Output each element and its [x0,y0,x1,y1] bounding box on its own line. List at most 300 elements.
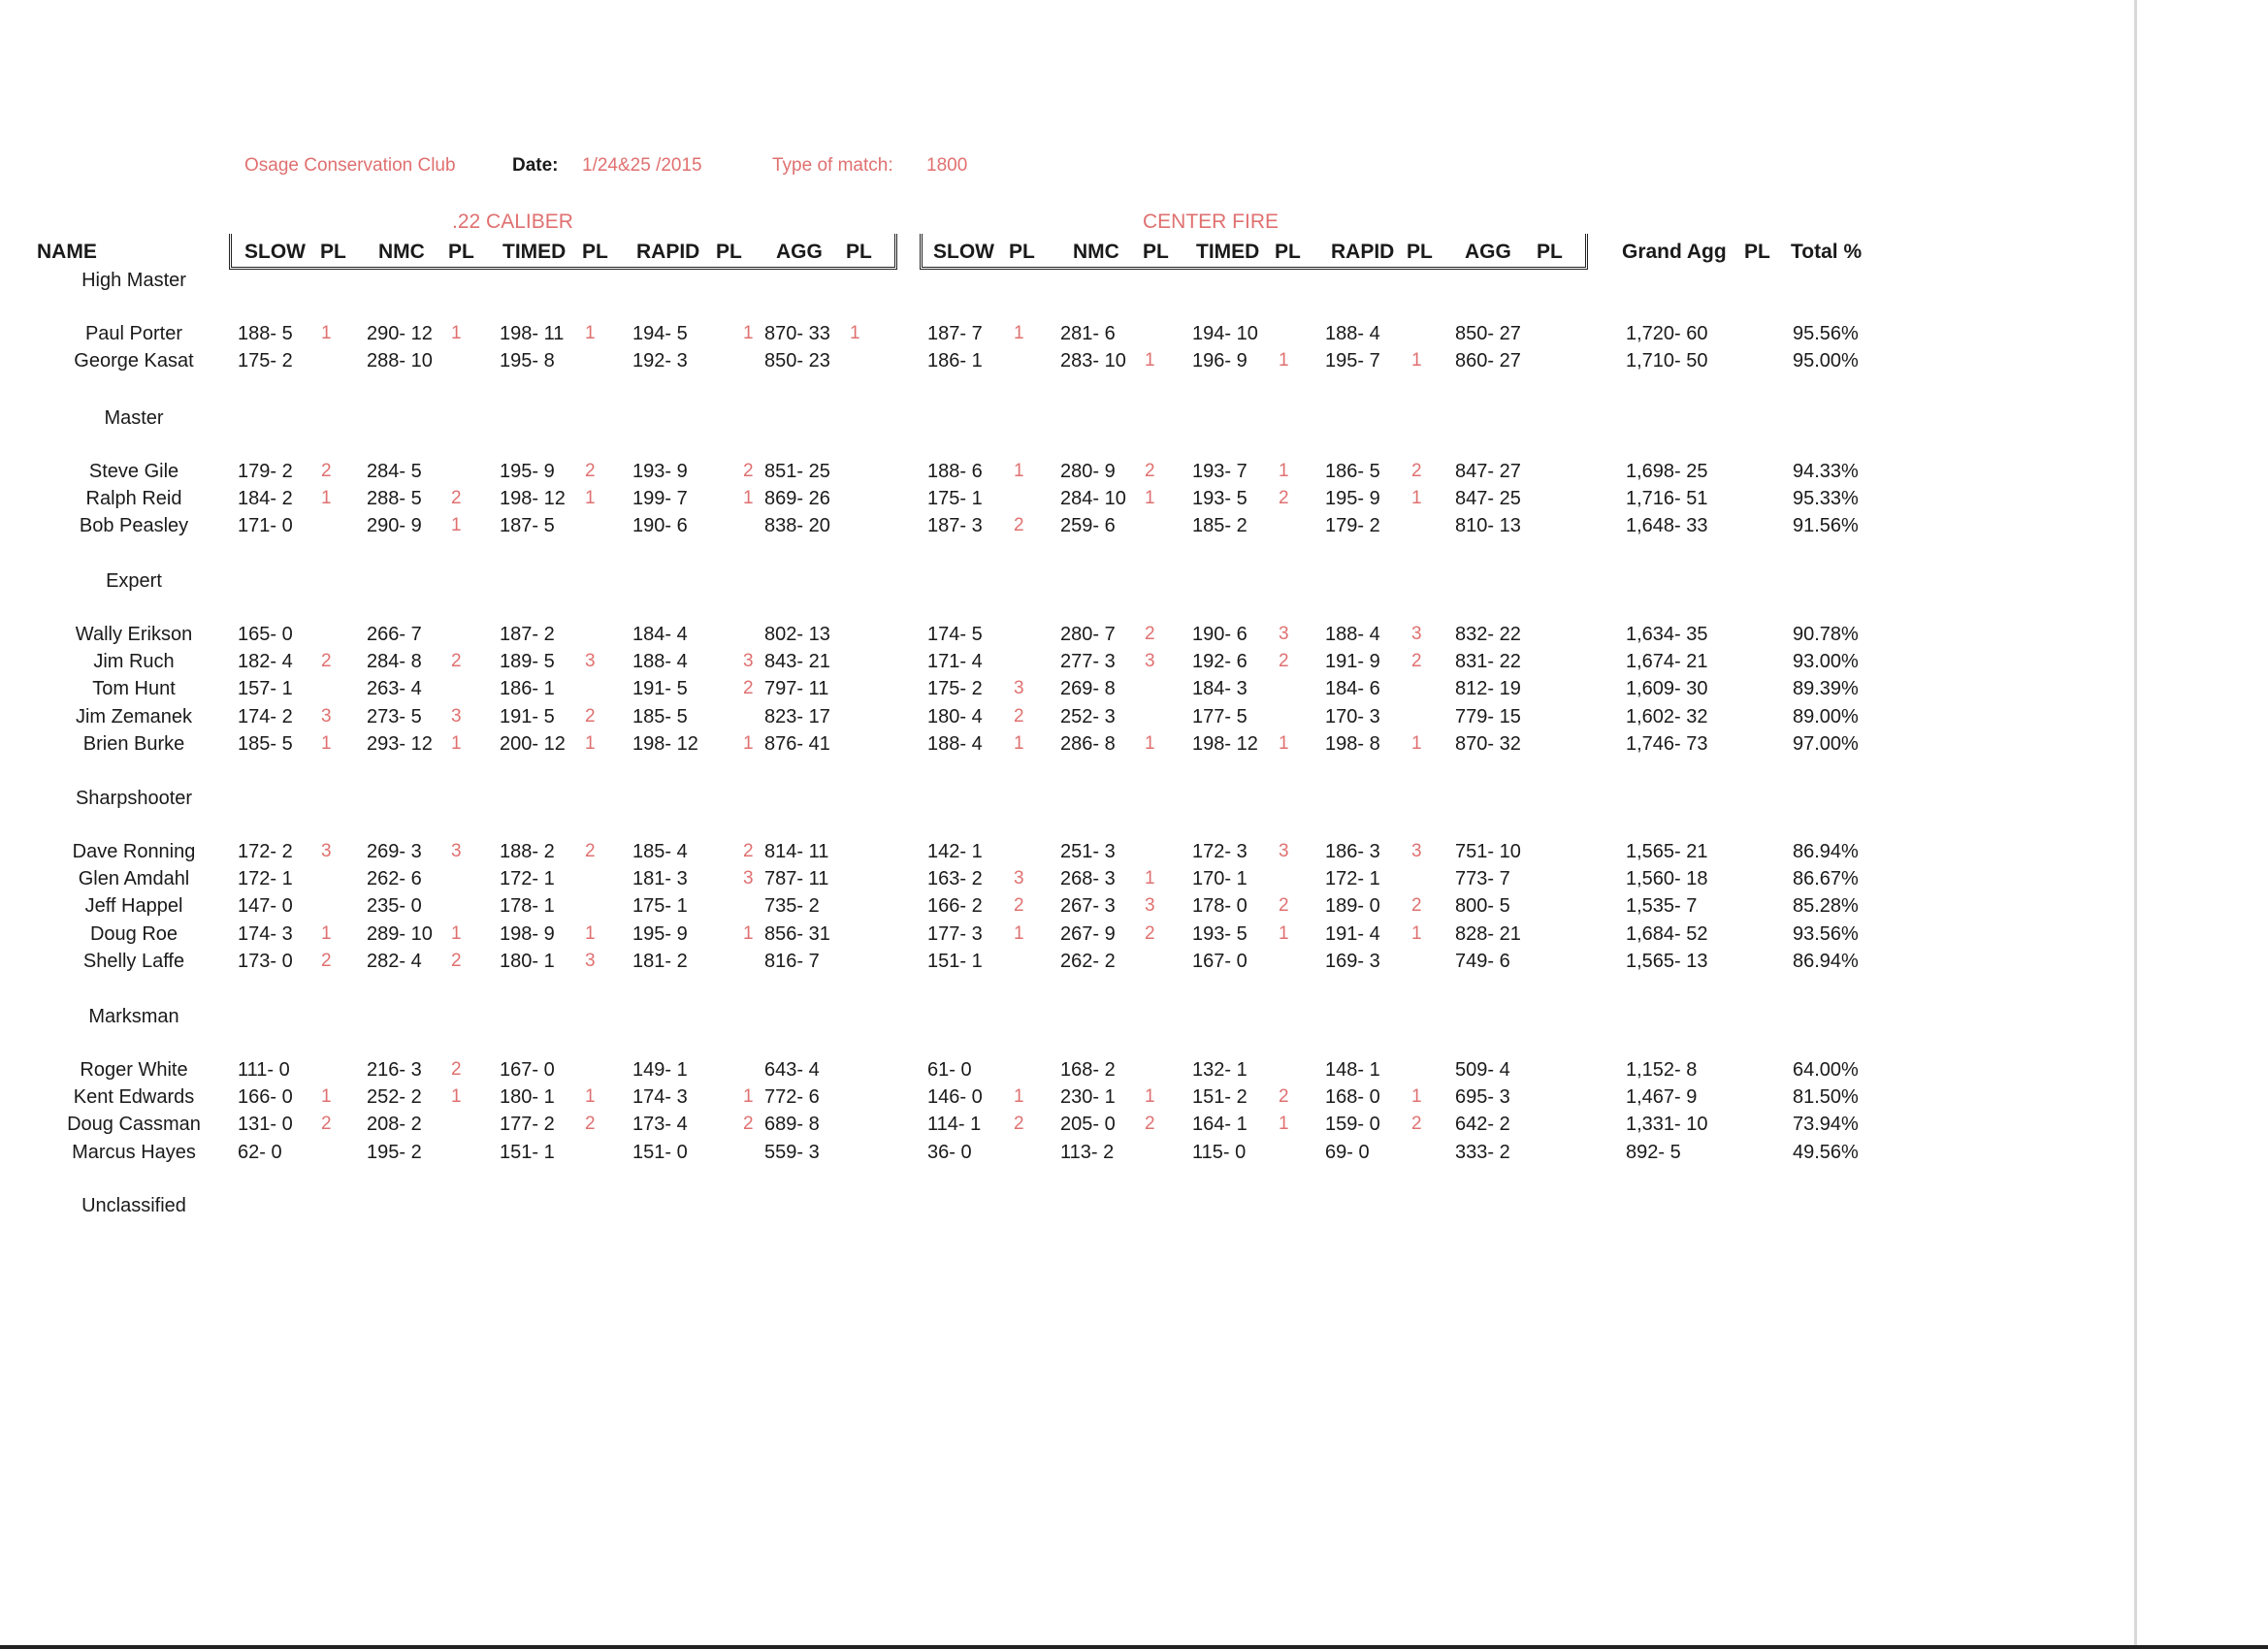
score-cf-timed: 190- 6 [1192,624,1247,645]
score-22-slow: 165- 0 [238,624,293,645]
place-cf-timed: 2 [1279,651,1289,672]
score-cf-timed: 193- 7 [1192,461,1247,482]
score-22-timed: 172- 1 [500,868,555,890]
match-type-label: Type of match: [772,155,893,176]
score-cf-nmc: 267- 3 [1060,895,1116,918]
place-22-slow: 2 [321,461,332,481]
score-22-rapid: 181- 2 [632,950,688,972]
place-22-slow: 1 [321,922,332,944]
score-cf-agg: 812- 19 [1455,678,1521,700]
score-cf-timed: 164- 1 [1192,1114,1247,1136]
score-22-timed: 195- 9 [500,461,555,482]
score-cf-rapid: 184- 6 [1325,678,1380,700]
score-cf-agg: 860- 27 [1455,350,1521,372]
place-cf-nmc: 1 [1145,488,1155,509]
col-22-agg: AGG [776,241,823,263]
shooter-name: Shelly Laffe [82,950,185,972]
score-22-agg: 816- 7 [764,950,820,972]
score-22-nmc: 195- 2 [367,1141,422,1163]
score-cf-agg: 810- 13 [1455,515,1521,537]
grand-agg: 1,152- 8 [1626,1059,1698,1081]
place-cf-rapid: 3 [1411,624,1422,644]
total-percent: 86.67% [1793,868,1859,890]
score-cf-nmc: 262- 2 [1060,950,1116,972]
place-22-slow: 1 [321,488,332,509]
place-22-nmc: 1 [451,515,462,536]
total-percent: 95.33% [1793,488,1859,510]
grand-agg: 1,565- 21 [1626,841,1708,862]
score-cf-rapid: 179- 2 [1325,515,1380,537]
place-22-slow: 3 [321,705,332,727]
score-22-timed: 195- 8 [500,350,555,372]
grand-agg: 1,710- 50 [1626,350,1708,372]
place-22-timed: 1 [585,488,596,509]
total-percent: 95.00% [1793,350,1859,372]
score-22-timed: 187- 5 [500,515,555,537]
score-cf-timed: 196- 9 [1192,350,1247,372]
score-cf-rapid: 198- 8 [1325,732,1380,755]
score-22-agg: 689- 8 [764,1114,820,1136]
score-cf-slow: 175- 1 [927,488,983,510]
score-cf-slow: 187- 7 [927,323,983,344]
score-22-slow: 174- 2 [238,705,293,728]
score-cf-nmc: 252- 3 [1060,705,1116,728]
col-name: NAME [37,241,97,263]
class-heading: Unclassified [81,1195,186,1216]
total-percent: 86.94% [1793,950,1859,972]
place-cf-rapid: 3 [1411,841,1422,861]
score-cf-agg: 847- 25 [1455,488,1521,510]
score-cf-agg: 509- 4 [1455,1059,1510,1081]
total-percent: 64.00% [1793,1059,1859,1081]
score-22-agg: 787- 11 [764,868,829,890]
shooter-name: Wally Erikson [75,624,193,645]
total-percent: 97.00% [1793,732,1859,755]
score-22-agg: 851- 25 [764,461,830,482]
score-22-agg: 802- 13 [764,624,830,645]
score-22-slow: 174- 3 [238,922,293,945]
score-cf-agg: 831- 22 [1455,651,1521,673]
score-cf-agg: 773- 7 [1455,868,1510,890]
score-22-nmc: 252- 2 [367,1086,422,1109]
score-cf-rapid: 168- 0 [1325,1086,1380,1109]
score-22-slow: 172- 2 [238,841,293,862]
score-22-agg: 850- 23 [764,350,830,372]
grand-agg: 1,467- 9 [1626,1086,1698,1109]
score-22-slow: 131- 0 [238,1114,293,1136]
score-cf-slow: 175- 2 [927,678,983,700]
place-22-nmc: 3 [451,841,462,861]
place-22-rapid: 1 [743,1086,754,1108]
score-22-agg: 559- 3 [764,1141,820,1163]
score-cf-agg: 850- 27 [1455,323,1521,344]
place-22-nmc: 2 [451,950,462,971]
score-cf-rapid: 159- 0 [1325,1114,1380,1136]
score-22-nmc: 290- 9 [367,515,422,537]
score-22-timed: 198- 9 [500,922,555,945]
col-22-timed: TIMED [502,241,567,263]
grand-agg: 1,331- 10 [1626,1114,1708,1136]
col-cf-rapid: RAPID [1331,241,1395,263]
shooter-name: Ralph Reid [85,488,182,510]
score-22-nmc: 263- 4 [367,678,422,700]
place-22-timed: 3 [585,651,596,672]
shooter-name: Jeff Happel [84,895,183,918]
grand-agg: 1,535- 7 [1626,895,1698,918]
score-cf-slow: 151- 1 [927,950,983,972]
place-cf-slow: 2 [1014,705,1024,727]
place-cf-nmc: 2 [1145,1114,1155,1135]
score-22-timed: 180- 1 [500,1086,555,1109]
col-22-timed-pl: PL [582,241,608,263]
score-22-rapid: 181- 3 [632,868,688,890]
score-22-timed: 198- 12 [500,488,566,510]
place-22-timed: 1 [585,732,596,754]
place-cf-slow: 3 [1014,678,1024,699]
grand-agg: 1,720- 60 [1626,323,1708,344]
place-cf-timed: 1 [1279,350,1289,372]
page-edge [2134,0,2137,1649]
score-cf-rapid: 189- 0 [1325,895,1380,918]
place-22-slow: 2 [321,1114,332,1135]
date-label: Date: [512,155,559,176]
score-cf-agg: 832- 22 [1455,624,1521,645]
score-22-timed: 186- 1 [500,678,555,700]
score-22-agg: 838- 20 [764,515,830,537]
score-22-rapid: 193- 9 [632,461,688,482]
place-22-timed: 1 [585,1086,596,1108]
score-22-timed: 191- 5 [500,705,555,728]
class-heading: Marksman [88,1006,179,1027]
score-22-slow: 188- 5 [238,323,293,344]
place-cf-rapid: 1 [1411,350,1422,372]
shooter-name: Jim Ruch [93,651,175,673]
score-cf-timed: 192- 6 [1192,651,1247,673]
date-value: 1/24&25 /2015 [582,155,702,176]
score-cf-rapid: 191- 4 [1325,922,1380,945]
col-22-nmc: NMC [378,241,425,263]
place-22-timed: 2 [585,841,596,861]
grand-agg: 1,698- 25 [1626,461,1708,482]
score-cf-timed: 170- 1 [1192,868,1247,890]
score-cf-slow: 163- 2 [927,868,983,890]
score-cf-agg: 695- 3 [1455,1086,1510,1109]
place-cf-rapid: 1 [1411,732,1422,754]
score-cf-rapid: 195- 9 [1325,488,1380,510]
shooter-name: George Kasat [74,350,194,372]
score-cf-nmc: 284- 10 [1060,488,1126,510]
col-total: Total % [1791,241,1863,263]
score-cf-nmc: 281- 6 [1060,323,1116,344]
grand-agg: 892- 5 [1626,1141,1681,1163]
shooter-name: Dave Ronning [72,841,196,862]
score-cf-agg: 800- 5 [1455,895,1510,918]
place-22-timed: 1 [585,922,596,944]
score-cf-slow: 187- 3 [927,515,983,537]
place-cf-rapid: 2 [1411,651,1422,672]
score-22-slow: 172- 1 [238,868,293,890]
score-cf-timed: 193- 5 [1192,922,1247,945]
score-22-rapid: 184- 4 [632,624,688,645]
score-cf-nmc: 277- 3 [1060,651,1116,673]
place-22-nmc: 1 [451,323,462,343]
place-cf-timed: 2 [1279,895,1289,917]
score-22-nmc: 235- 0 [367,895,422,918]
place-22-nmc: 2 [451,651,462,672]
score-22-slow: 111- 0 [238,1059,290,1081]
score-cf-agg: 847- 27 [1455,461,1521,482]
place-cf-timed: 2 [1279,1086,1289,1108]
shooter-name: Doug Roe [89,922,178,945]
place-cf-slow: 3 [1014,868,1024,889]
score-cf-agg: 870- 32 [1455,732,1521,755]
total-percent: 95.56% [1793,323,1859,344]
total-percent: 81.50% [1793,1086,1859,1109]
score-22-slow: 62- 0 [238,1141,282,1163]
place-cf-nmc: 2 [1145,922,1155,944]
place-cf-rapid: 2 [1411,461,1422,481]
score-cf-slow: 188- 4 [927,732,983,755]
place-22-timed: 2 [585,705,596,727]
score-22-timed: 151- 1 [500,1141,555,1163]
grand-agg: 1,746- 73 [1626,732,1708,755]
score-22-timed: 189- 5 [500,651,555,673]
total-percent: 89.00% [1793,705,1859,728]
place-22-rapid: 1 [743,922,754,944]
score-22-slow: 171- 0 [238,515,293,537]
score-cf-rapid: 148- 1 [1325,1059,1380,1081]
col-22-rapid: RAPID [636,241,700,263]
score-22-nmc: 216- 3 [367,1059,422,1081]
place-22-timed: 3 [585,950,596,971]
score-22-rapid: 175- 1 [632,895,688,918]
place-22-rapid: 2 [743,678,754,699]
col-22-rapid-pl: PL [716,241,742,263]
score-cf-timed: 178- 0 [1192,895,1247,918]
place-22-slow: 1 [321,323,332,343]
score-22-nmc: 273- 5 [367,705,422,728]
class-heading: High Master [81,270,186,291]
place-22-nmc: 2 [451,488,462,509]
grand-agg: 1,674- 21 [1626,651,1708,673]
total-percent: 91.56% [1793,515,1859,537]
score-22-rapid: 199- 7 [632,488,688,510]
shooter-name: Brien Burke [82,732,185,755]
col-cf-agg: AGG [1465,241,1511,263]
col-22-nmc-pl: PL [448,241,474,263]
col-cf-rapid-pl: PL [1407,241,1433,263]
score-cf-rapid: 169- 3 [1325,950,1380,972]
shooter-name: Tom Hunt [92,678,176,700]
grand-agg: 1,560- 18 [1626,868,1708,890]
shooter-name: Kent Edwards [73,1086,195,1109]
score-22-agg: 643- 4 [764,1059,820,1081]
score-22-timed: 177- 2 [500,1114,555,1136]
score-cf-rapid: 172- 1 [1325,868,1380,890]
score-22-timed: 188- 2 [500,841,555,862]
score-cf-timed: 132- 1 [1192,1059,1247,1081]
score-cf-nmc: 280- 9 [1060,461,1116,482]
page-bottom-edge [0,1645,2268,1649]
place-cf-nmc: 1 [1145,1086,1155,1108]
place-22-nmc: 3 [451,705,462,727]
score-22-timed: 167- 0 [500,1059,555,1081]
place-22-rapid: 1 [743,732,754,754]
score-22-slow: 179- 2 [238,461,293,482]
place-22-slow: 3 [321,841,332,861]
place-cf-timed: 1 [1279,732,1289,754]
score-22-slow: 175- 2 [238,350,293,372]
score-22-rapid: 173- 4 [632,1114,688,1136]
score-cf-nmc: 286- 8 [1060,732,1116,755]
section-center-fire: CENTER FIRE [1143,210,1280,233]
place-cf-rapid: 1 [1411,1086,1422,1108]
place-cf-nmc: 1 [1145,350,1155,372]
score-22-nmc: 289- 10 [367,922,433,945]
col-cf-agg-pl: PL [1537,241,1563,263]
place-cf-rapid: 1 [1411,488,1422,509]
shooter-name: Paul Porter [84,323,183,344]
score-22-nmc: 284- 8 [367,651,422,673]
place-22-slow: 2 [321,950,332,971]
score-cf-rapid: 186- 3 [1325,841,1380,862]
score-cf-rapid: 186- 5 [1325,461,1380,482]
score-22-nmc: 282- 4 [367,950,422,972]
section-22-caliber: .22 CALIBER [452,210,573,233]
score-cf-nmc: 113- 2 [1060,1141,1115,1163]
score-cf-slow: 36- 0 [927,1141,972,1163]
place-cf-slow: 1 [1014,323,1024,343]
place-22-slow: 1 [321,732,332,754]
shooter-name: Doug Cassman [67,1114,201,1136]
score-cf-slow: 174- 5 [927,624,983,645]
score-22-timed: 180- 1 [500,950,555,972]
place-cf-slow: 1 [1014,922,1024,944]
total-percent: 85.28% [1793,895,1859,918]
score-22-timed: 198- 11 [500,323,565,344]
col-cf-timed-pl: PL [1275,241,1301,263]
score-22-agg: 735- 2 [764,895,820,918]
score-cf-rapid: 188- 4 [1325,624,1380,645]
place-cf-nmc: 3 [1145,895,1155,917]
place-22-timed: 1 [585,323,596,343]
score-22-nmc: 208- 2 [367,1114,422,1136]
score-cf-nmc: 283- 10 [1060,350,1126,372]
score-22-rapid: 195- 9 [632,922,688,945]
score-cf-nmc: 251- 3 [1060,841,1116,862]
total-percent: 89.39% [1793,678,1859,700]
score-cf-timed: 194- 10 [1192,323,1258,344]
shooter-name: Glen Amdahl [78,868,190,890]
score-22-agg: 870- 33 [764,323,830,344]
score-22-rapid: 192- 3 [632,350,688,372]
place-22-rapid: 2 [743,461,754,481]
score-cf-timed: 177- 5 [1192,705,1247,728]
score-22-slow: 147- 0 [238,895,293,918]
score-22-timed: 187- 2 [500,624,555,645]
score-cf-rapid: 69- 0 [1325,1141,1370,1163]
score-cf-nmc: 267- 9 [1060,922,1116,945]
score-cf-nmc: 168- 2 [1060,1059,1116,1081]
shooter-name: Roger White [80,1059,188,1081]
place-cf-timed: 3 [1279,841,1289,861]
place-cf-timed: 1 [1279,461,1289,481]
grand-agg: 1,716- 51 [1626,488,1708,510]
col-cf-nmc-pl: PL [1143,241,1169,263]
col-cf-slow-pl: PL [1009,241,1035,263]
place-22-rapid: 2 [743,841,754,861]
score-22-nmc: 293- 12 [367,732,433,755]
place-22-nmc: 1 [451,1086,462,1108]
grand-agg: 1,634- 35 [1626,624,1708,645]
score-22-rapid: 191- 5 [632,678,688,700]
score-22-nmc: 269- 3 [367,841,422,862]
score-cf-timed: 172- 3 [1192,841,1247,862]
place-cf-slow: 1 [1014,1086,1024,1108]
club-name: Osage Conservation Club [244,155,456,176]
score-22-rapid: 188- 4 [632,651,688,673]
place-cf-nmc: 1 [1145,732,1155,754]
col-22-slow: SLOW [244,241,306,263]
score-22-rapid: 151- 0 [632,1141,688,1163]
score-22-rapid: 198- 12 [632,732,698,755]
score-22-timed: 200- 12 [500,732,566,755]
score-22-nmc: 262- 6 [367,868,422,890]
score-cf-nmc: 230- 1 [1060,1086,1116,1109]
score-22-slow: 182- 4 [238,651,293,673]
place-cf-nmc: 2 [1145,624,1155,644]
class-heading: Master [104,407,164,429]
score-cf-slow: 166- 2 [927,895,983,918]
score-22-slow: 157- 1 [238,678,293,700]
score-cf-slow: 142- 1 [927,841,983,862]
score-cf-agg: 642- 2 [1455,1114,1510,1136]
place-22-rapid: 3 [743,868,754,889]
place-cf-timed: 1 [1279,922,1289,944]
score-cf-nmc: 259- 6 [1060,515,1116,537]
place-cf-rapid: 1 [1411,922,1422,944]
place-22-rapid: 2 [743,1114,754,1135]
score-22-agg: 856- 31 [764,922,830,945]
score-22-rapid: 185- 5 [632,705,688,728]
score-cf-timed: 198- 12 [1192,732,1258,755]
total-percent: 94.33% [1793,461,1859,482]
shooter-name: Jim Zemanek [75,705,193,728]
shooter-name: Marcus Hayes [72,1141,196,1163]
score-cf-slow: 146- 0 [927,1086,983,1109]
place-22-slow: 1 [321,1086,332,1108]
place-22-timed: 2 [585,1114,596,1135]
score-22-rapid: 185- 4 [632,841,688,862]
score-22-nmc: 288- 10 [367,350,433,372]
grand-agg: 1,609- 30 [1626,678,1708,700]
grand-agg: 1,684- 52 [1626,922,1708,945]
place-22-nmc: 1 [451,922,462,944]
score-22-agg: 876- 41 [764,732,830,755]
place-cf-nmc: 2 [1145,461,1155,481]
score-cf-agg: 779- 15 [1455,705,1521,728]
grand-agg: 1,602- 32 [1626,705,1708,728]
score-cf-rapid: 195- 7 [1325,350,1380,372]
score-22-slow: 166- 0 [238,1086,293,1109]
score-cf-timed: 151- 2 [1192,1086,1247,1109]
total-percent: 49.56% [1793,1141,1859,1163]
col-cf-timed: TIMED [1196,241,1260,263]
place-cf-slow: 1 [1014,461,1024,481]
score-22-nmc: 266- 7 [367,624,422,645]
class-heading: Sharpshooter [75,788,193,809]
total-percent: 93.00% [1793,651,1859,673]
